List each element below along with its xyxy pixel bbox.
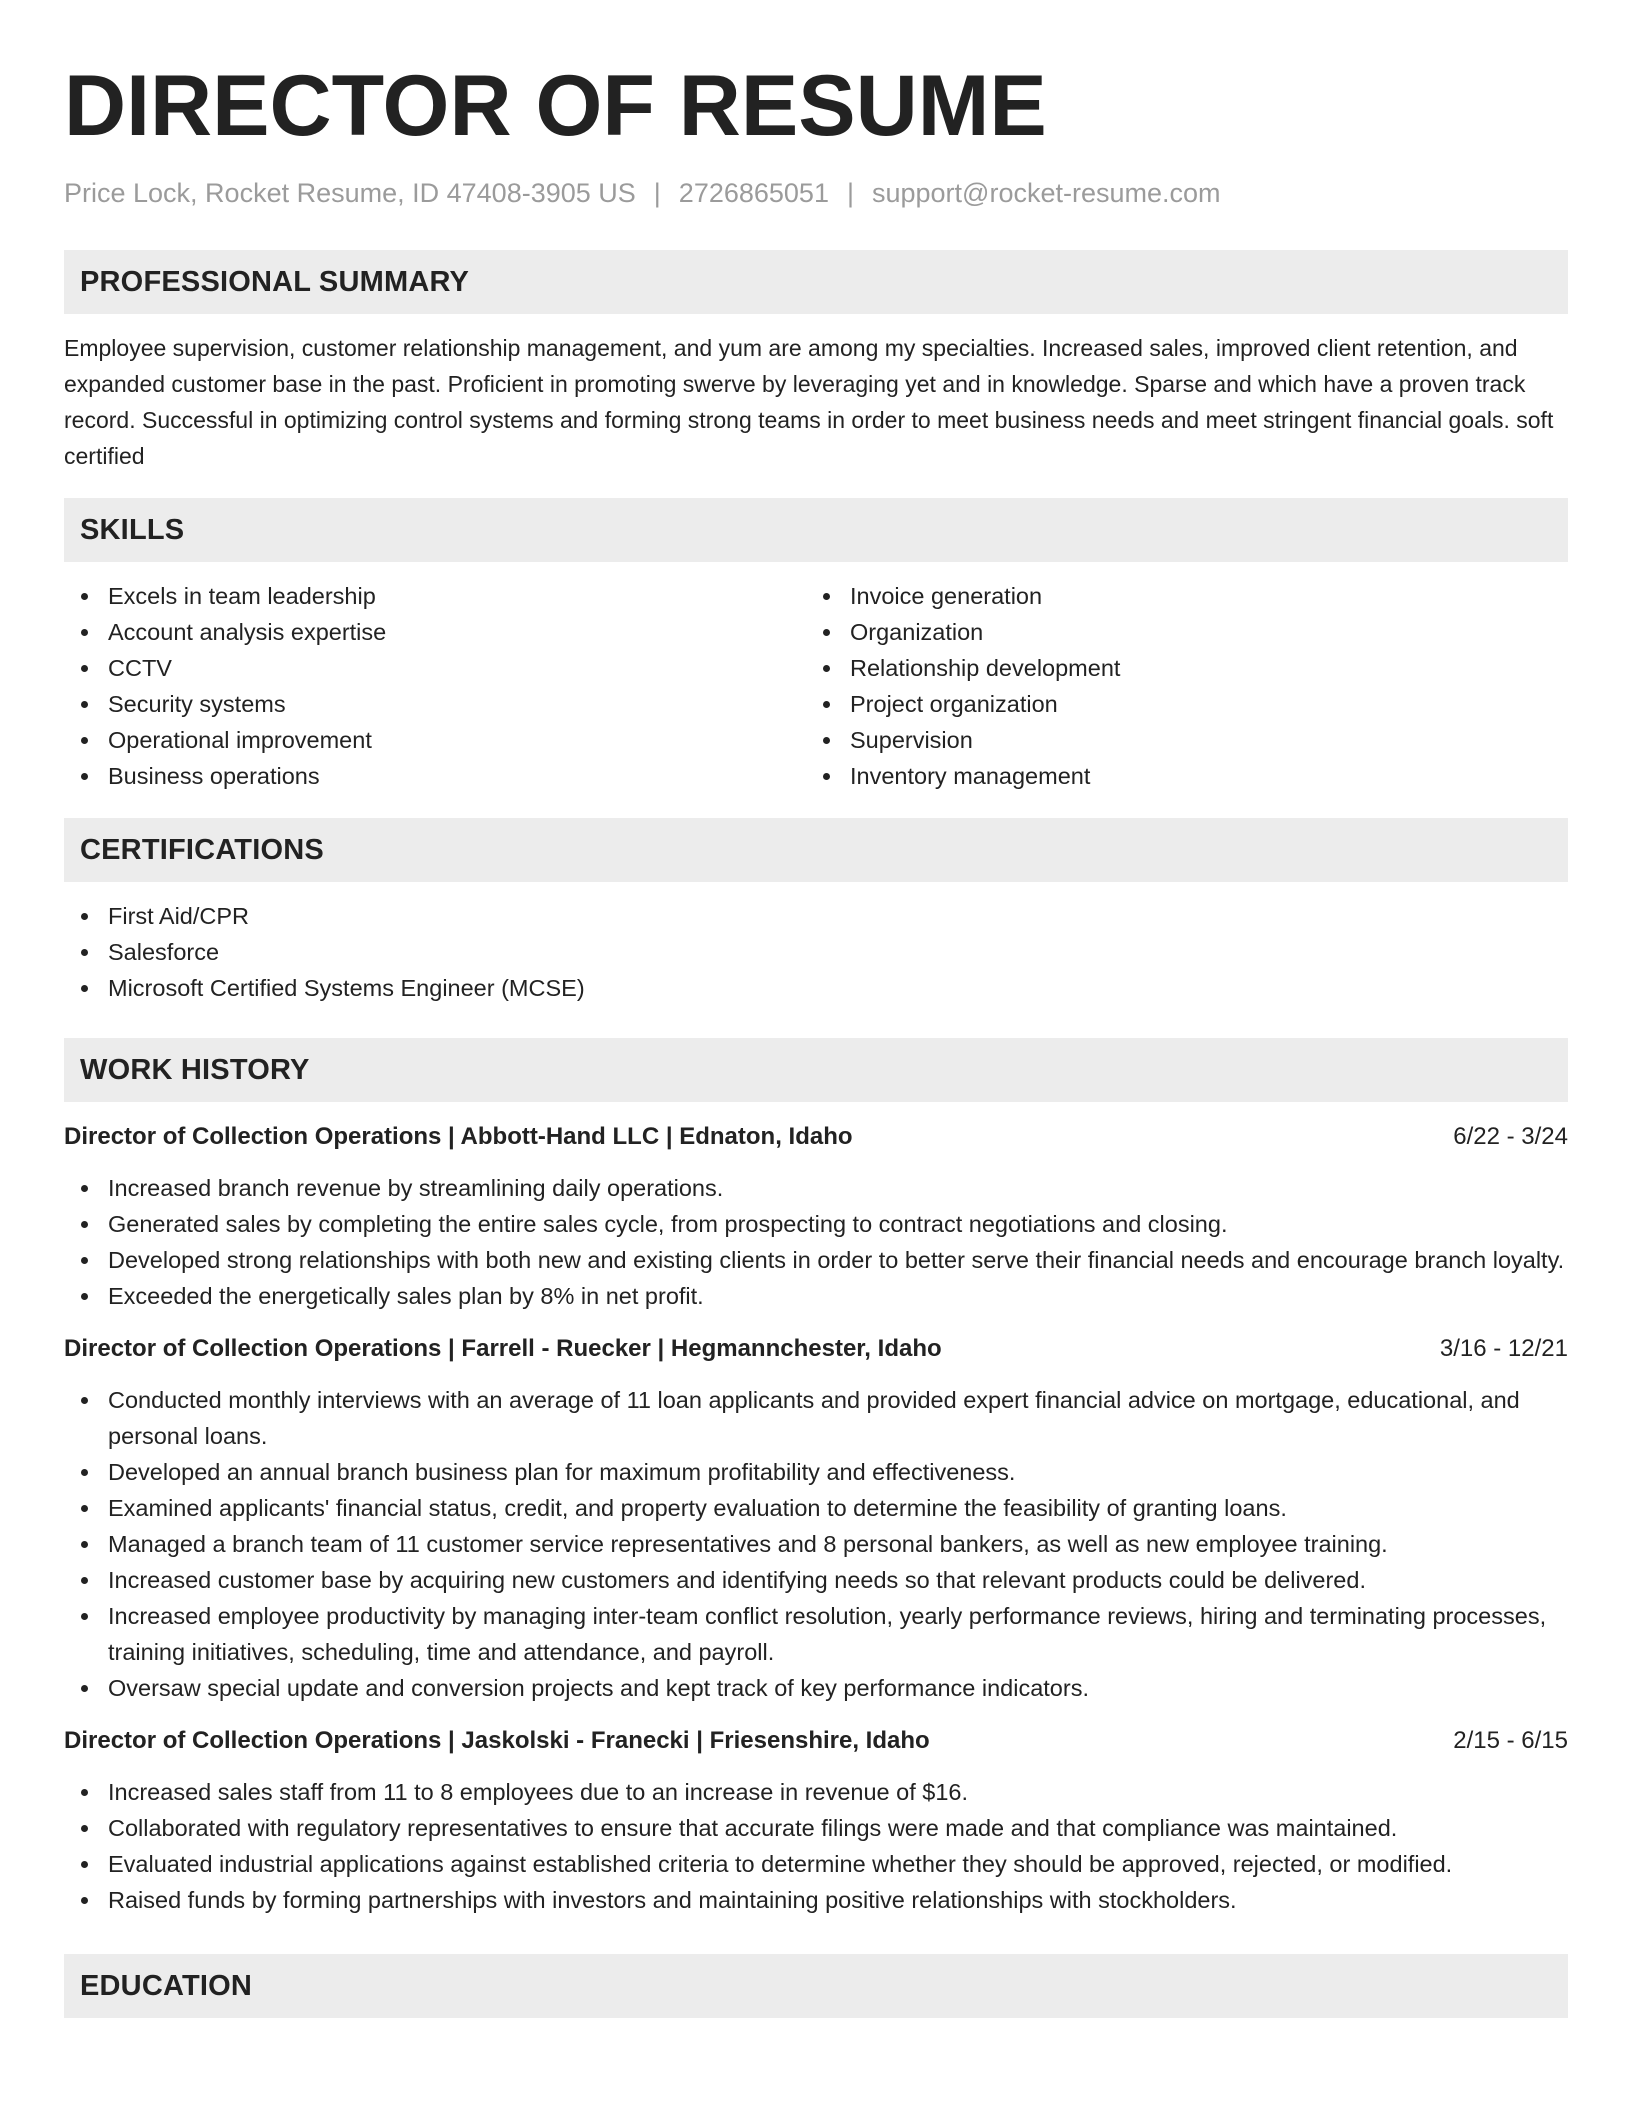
section-header-skills: SKILLS: [64, 498, 1568, 562]
job-bullet: Exceeded the energetically sales plan by 8% in net profit.: [64, 1278, 1568, 1314]
job-bullet: Managed a branch team of 11 customer service representatives and 8 personal bankers, as well as new employee training.: [64, 1526, 1568, 1562]
job-bullets: [64, 1170, 1568, 1314]
summary-text: Employee supervision, customer relationship management, and yum are among my specialties. Increased sales, improved client retention, and expanded customer base in the past. Proficient in promoting swerve by leveraging yet and in knowledge. Sparse and which have a proven track record. Successful in optimizing control systems and forming strong teams in order to meet business needs and meet stringent financial goals. soft certified: [64, 335, 1554, 469]
contact-line: [64, 176, 1568, 210]
job-entry: [64, 1724, 1568, 1918]
job-bullet: Evaluated industrial applications against established criteria to determine whether they should be approved, rejected, or modified.: [64, 1846, 1568, 1882]
contact-phone: 2726865051: [678, 178, 829, 208]
skill-item: Supervision: [806, 722, 1548, 758]
job-bullet: Raised funds by forming partnerships with investors and maintaining positive relationships with stockholders.: [64, 1882, 1568, 1918]
skill-item: Business operations: [64, 758, 806, 794]
job-bullets: [64, 1382, 1568, 1706]
contact-separator: |: [846, 178, 854, 208]
skills-list-left: [64, 578, 806, 794]
job-bullet: Developed an annual branch business plan for maximum profitability and effectiveness.: [64, 1454, 1568, 1490]
job-title: Director of Collection Operations | Abbott-Hand LLC | Ednaton, Idaho: [64, 1123, 853, 1150]
job-bullets: [64, 1774, 1568, 1918]
job-bullet: Increased branch revenue by streamlining daily operations.: [64, 1170, 1568, 1206]
job-bullet: Examined applicants' financial status, credit, and property evaluation to determine the feasibility of granting loans.: [64, 1490, 1568, 1526]
job-bullet: Increased customer base by acquiring new customers and identifying needs so that relevant products could be delivered.: [64, 1562, 1568, 1598]
job-bullet: Increased employee productivity by managing inter-team conflict resolution, yearly performance reviews, hiring and terminating processes, training initiatives, scheduling, time and attendance, and payroll.: [64, 1598, 1568, 1670]
section-header-education: EDUCATION: [64, 1954, 1568, 2018]
job-bullet: Developed strong relationships with both new and existing clients in order to better serve their financial needs and encourage branch loyalty.: [64, 1242, 1568, 1278]
job-header: [64, 1332, 1568, 1366]
contact-separator: |: [653, 178, 661, 208]
section-header-summary: PROFESSIONAL SUMMARY: [64, 250, 1568, 314]
certification-item: Salesforce: [64, 934, 1568, 970]
certification-item: First Aid/CPR: [64, 898, 1568, 934]
skill-item: Relationship development: [806, 650, 1548, 686]
section-header-work-history: WORK HISTORY: [64, 1038, 1568, 1102]
certification-item: Microsoft Certified Systems Engineer (MCSE): [64, 970, 1568, 1006]
contact-email: support@rocket-resume.com: [871, 178, 1221, 208]
job-bullet: Conducted monthly interviews with an average of 11 loan applicants and provided expert financial advice on mortgage, educational, and personal loans.: [64, 1382, 1568, 1454]
certifications-list: [64, 898, 1568, 1006]
contact-address: Price Lock, Rocket Resume, ID 47408-3905 US: [64, 178, 636, 208]
job-bullet: Generated sales by completing the entire sales cycle, from prospecting to contract negotiations and closing.: [64, 1206, 1568, 1242]
job-bullet: Increased sales staff from 11 to 8 employees due to an increase in revenue of $16.: [64, 1774, 1568, 1810]
skills-list-right: [806, 578, 1548, 794]
skill-item: Invoice generation: [806, 578, 1548, 614]
job-entry: [64, 1332, 1568, 1706]
skill-item: Operational improvement: [64, 722, 806, 758]
job-dates: 2/15 - 6/15: [1453, 1727, 1568, 1754]
skill-item: Organization: [806, 614, 1548, 650]
job-dates: 6/22 - 3/24: [1453, 1123, 1568, 1150]
skill-item: Inventory management: [806, 758, 1548, 794]
resume-name: DIRECTOR OF RESUME: [64, 58, 1047, 154]
job-entry: [64, 1120, 1568, 1314]
skill-item: Security systems: [64, 686, 806, 722]
skill-item: CCTV: [64, 650, 806, 686]
job-header: [64, 1120, 1568, 1154]
skill-item: Account analysis expertise: [64, 614, 806, 650]
job-bullet: Oversaw special update and conversion projects and kept track of key performance indicators.: [64, 1670, 1568, 1706]
skill-item: Excels in team leadership: [64, 578, 806, 614]
skill-item: Project organization: [806, 686, 1548, 722]
job-header: [64, 1724, 1568, 1758]
skills-grid: [64, 578, 1568, 794]
job-title: Director of Collection Operations | Jaskolski - Franecki | Friesenshire, Idaho: [64, 1727, 930, 1754]
section-header-certifications: CERTIFICATIONS: [64, 818, 1568, 882]
job-bullet: Collaborated with regulatory representatives to ensure that accurate filings were made and that compliance was maintained.: [64, 1810, 1568, 1846]
job-title: Director of Collection Operations | Farrell - Ruecker | Hegmannchester, Idaho: [64, 1335, 942, 1362]
job-dates: 3/16 - 12/21: [1439, 1335, 1568, 1362]
